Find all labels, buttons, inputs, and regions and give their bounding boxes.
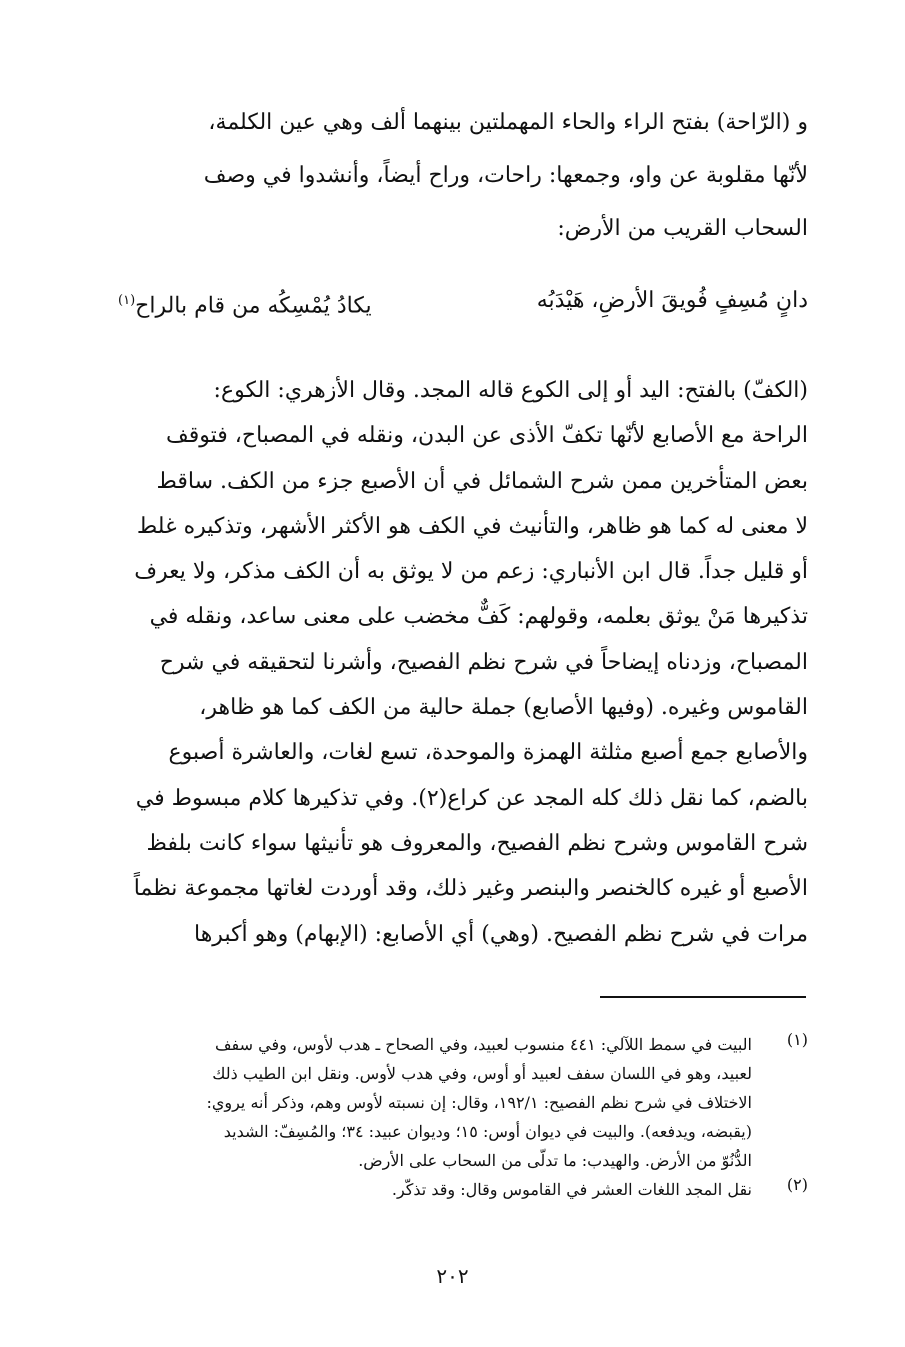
paragraph-kaff (118, 368, 808, 957)
text-line: المصباح، وزدناه إيضاحاً في شرح نظم الفصيح، وأشرنا لتحقيقه في شرح (159, 649, 808, 675)
text-line: مرات في شرح نظم الفصيح. (وهي) أي الأصابع: (الإبهام) وهو أكبرها (194, 921, 808, 947)
text-line: لا معنى له كما هو ظاهر، والتأنيث في الكف هو الأكثر الأشهر، وتذكيره غلط (136, 513, 808, 539)
footnote-line: البيت في سمط اللآلي: ٤٤١ منسوب لعبيد، وفي الصحاح ـ هدب لأوس، وفي سفف (214, 1035, 752, 1054)
footnote-separator (600, 996, 806, 998)
footnote-number: (١) (786, 1030, 808, 1049)
page-number: ٢٠٢ (436, 1264, 469, 1288)
text-line: بالضم، كما نقل ذلك كله المجد عن كراع(٢). وفي تذكيرها كلام مبسوط في (135, 785, 808, 811)
text-line: السحاب القريب من الأرض: (557, 216, 808, 241)
footnote-line: الدُّنُوّ من الأرض. والهيدب: ما تدلّى من السحاب على الأرض. (358, 1151, 752, 1170)
text-line: تذكيرها مَنْ يوثق بعلمه، وقولهم: كَفٌّ مخضب على معنى ساعد، ونقله في (149, 604, 808, 630)
text-line: الراحة مع الأصابع لأنّها تكفّ الأذى عن البدن، ونقله في المصباح، فتوقف (166, 423, 808, 449)
footnote-number: (٢) (786, 1175, 808, 1194)
footnote-line: الاختلاف في شرح نظم الفصيح: ١٩٢/١، وقال: إن نسبته لأوس وهم، وذكر أنه يروي: (206, 1093, 752, 1112)
text-line: أو قليل جداً. قال ابن الأنباري: زعم من لا يوثق به أن الكف مذكر، ولا يعرف (134, 559, 808, 585)
verse-first-hemistich: دانٍ مُسِفٍ فُويقَ الأرضِ، هَيْدَبُه (536, 288, 808, 313)
footnote-marker: (١) (118, 293, 136, 308)
footnote-line: (يقبضه، ويدفعه). والبيت في ديوان أوس: ١٥؛ وديوان عبيد: ٣٤؛ والمُسِفّ: الشديد (223, 1122, 752, 1141)
footnote-1 (108, 1030, 808, 1175)
text-line: لأنّها مقلوبة عن واو، وجمعها: راحات، وراح أيضاً، وأنشدوا في وصف (203, 163, 808, 188)
text-line: القاموس وغيره. (وفيها الأصابع) جملة حالية من الكف كما هو ظاهر، (199, 695, 808, 721)
text-line: و (الرّاحة) بفتح الراء والحاء المهملتين بينهما ألف وهي عين الكلمة، (208, 110, 808, 135)
text-line: والأصابع جمع أصبع مثلثة الهمزة والموحدة، تسع لغات، والعاشرة أصبوع (168, 740, 808, 766)
text-line: (الكفّ) بالفتح: اليد أو إلى الكوع قاله المجد. وقال الأزهري: الكوع: (213, 378, 808, 403)
footnotes (108, 1030, 808, 1204)
footnote-2 (108, 1175, 808, 1204)
verse-second-hemistich (118, 276, 372, 331)
footnote-line: لعبيد، وهو في اللسان سفف لعبيد أو أوس، وفي هدب لأوس. ونقل ابن الطيب ذلك (212, 1064, 752, 1083)
text-line: بعض المتأخرين ممن شرح الشمائل في أن الأصبع جزء من الكف. ساقط (156, 468, 808, 494)
text-line: الأصبع أو غيره كالخنصر والبنصر وغير ذلك، وقد أوردت لغاتها مجموعة نظماً (133, 876, 808, 902)
footnote-line: نقل المجد اللغات العشر في القاموس وقال: وقد تذكّر. (391, 1180, 752, 1199)
verse-second-hemistich-text: يكادُ يُمْسِكُه من قام بالراح (135, 293, 372, 319)
paragraph-raha (118, 96, 808, 255)
poetry-verse (118, 276, 808, 326)
text-line: شرح القاموس وشرح نظم الفصيح، والمعروف هو تأنيثها سواء كانت بلفظ (146, 830, 808, 856)
